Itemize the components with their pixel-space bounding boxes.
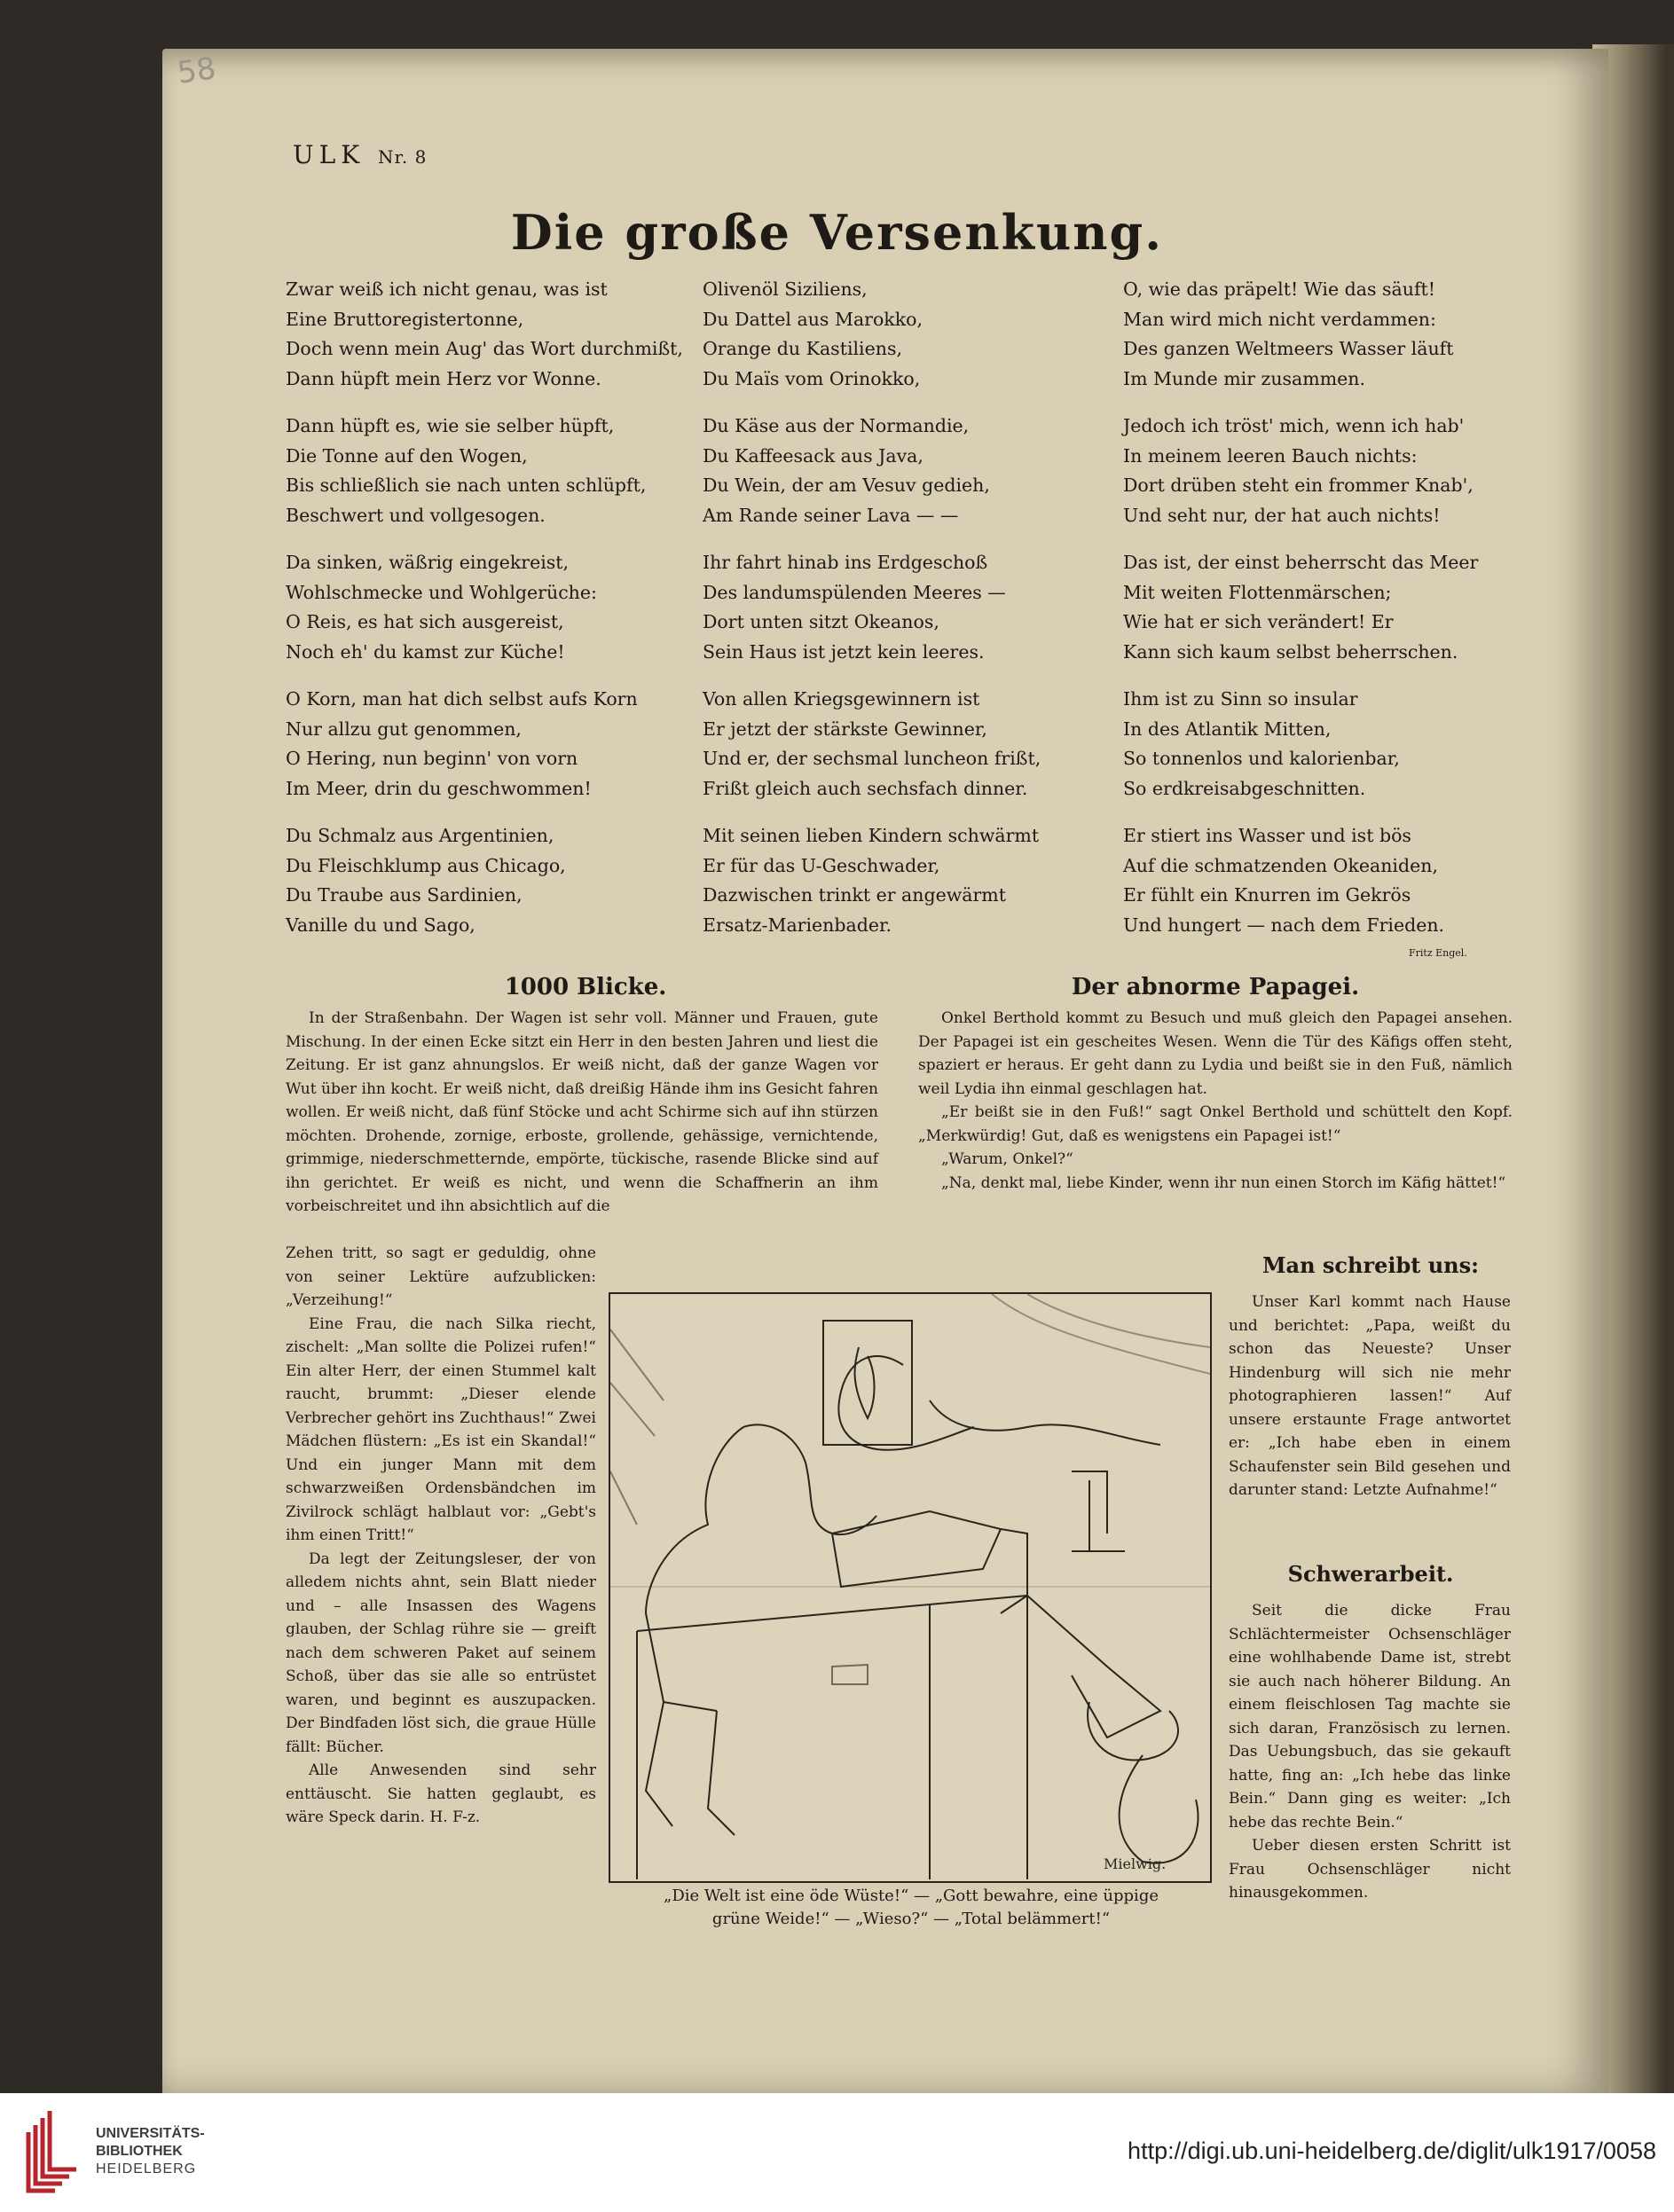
poem-stanza — [286, 275, 683, 394]
article-papagei-title: Der abnorme Papagei. — [1071, 974, 1360, 1000]
article-paragraph: „Warum, Onkel?“ — [941, 1150, 1073, 1168]
poem-line: Er stiert ins Wasser und ist bös — [1123, 825, 1411, 846]
document-url-link[interactable]: http://digi.ub.uni-heidelberg.de/diglit/ulk1917/0058 — [1128, 2137, 1656, 2164]
poem-author: Fritz Engel. — [1409, 947, 1467, 959]
article-papagei-body — [918, 1007, 1513, 1195]
poem-line: O, wie das präpelt! Wie das säuft! — [1123, 278, 1436, 300]
poem-line: Nur allzu gut genommen, — [286, 718, 522, 740]
poem-line: Von allen Kriegsgewinnern ist — [703, 688, 980, 710]
article-paragraph: Onkel Berthold kommt zu Besuch und muß gleich den Papagei ansehen. Der Papagei ist ein gescheites Wesen. Wenn die Tür des Käfigs offen steht, spaziert er heraus. Er geht dann zu Lydia und beißt sie in den Fuß, nämlich weil Lydia ihn einmal geschlagen hat. — [918, 1009, 1513, 1098]
illustration — [609, 1292, 1212, 1883]
poem-column-1 — [286, 275, 683, 958]
poem-line: Er fühlt ein Knurren im Gekrös — [1123, 884, 1411, 906]
poem-line: Dazwischen trinkt er angewärmt — [703, 884, 1006, 906]
poem-line: Du Maïs vom Orinokko, — [703, 367, 921, 389]
poem-line: Am Rande seiner Lava — — — [703, 504, 959, 526]
poem-line: Des landumspülenden Meeres — — [703, 581, 1006, 603]
poem-column-2 — [703, 275, 1041, 958]
caption-line-1: „Die Welt ist eine öde Wüste!“ — „Gott bewahre, eine üppige — [664, 1886, 1159, 1905]
masthead-issue: Nr. 8 — [378, 146, 428, 168]
poem-line: Wohlschmecke und Wohlgerüche: — [286, 581, 597, 603]
article-paragraph: Ueber diesen ersten Schritt ist Frau Ochsenschläger nicht hinausgekommen. — [1229, 1837, 1511, 1902]
poem-line: So tonnenlos und kalorienbar, — [1123, 748, 1400, 769]
poem-line: Auf die schmatzenden Okeaniden, — [1123, 854, 1438, 876]
poem-line: Noch eh' du kamst zur Küche! — [286, 640, 565, 663]
caption-line-2: grüne Weide!“ — „Wieso?“ — „Total belämmert!“ — [711, 1910, 1111, 1928]
article-paragraph: Unser Karl kommt nach Hause und berichtet: „Papa, weißt du schon das Neueste? Unser Hindenburg will sich nie mehr photographieren lassen!“ Auf unsere erstaunte Frage antwortet er: „Ich habe eben in einem Schaufenster sein Bild gesehen und darunter stand: Letzte Aufnahme!“ — [1229, 1293, 1511, 1499]
article-paragraph: Seit die dicke Frau Schlächtermeister Ochsenschläger eine wohlhabende Dame ist, strebt sie auch nach höherer Bildung. An einem fleischlosen Tag machte sie sich daran, Französisch zu lernen. Das Uebungsbuch, das sie gekauft hatte, fing an: „Ich hebe das linke Bein.“ Dann ging es weiter: „Ich hebe das rechte Bein.“ — [1229, 1602, 1511, 1832]
masthead — [293, 140, 427, 169]
poem-line: Sein Haus ist jetzt kein leeres. — [703, 640, 985, 663]
poem-stanza — [1123, 821, 1478, 940]
poem-line: Dann hüpft mein Herz vor Wonne. — [286, 367, 601, 389]
poem-line: Des ganzen Weltmeers Wasser läuft — [1123, 338, 1454, 359]
article-blicke-title: 1000 Blicke. — [504, 974, 667, 1000]
article-man-schreibt-title: Man schreibt uns: — [1261, 1252, 1480, 1278]
poem-line: Beschwert und vollgesogen. — [286, 504, 546, 526]
article-paragraph: Eine Frau, die nach Silka riecht, zischelt: „Man sollte die Polizei rufen!“ Ein alter Herr, der einen Stummel kalt raucht, brummt: „Dieser elende Verbrecher gehört ins Zuchthaus!“ Zwei Mädchen flüstern: „Es ist ein Skandal!“ Und ein junger Mann mit dem schwarzweißen Ordensbändchen im Zivilrock schlägt halblaut vor: „Gebt's ihm einen Tritt!“ — [286, 1314, 596, 1544]
poem-line: Mit seinen lieben Kindern schwärmt — [703, 825, 1040, 846]
poem-stanza — [703, 685, 1041, 804]
article-paragraph: Zehen tritt, so sagt er geduldig, ohne von seiner Lektüre aufzublicken: „Verzeihung!“ — [286, 1244, 596, 1309]
poem-stanza — [1123, 685, 1478, 804]
poem-line: O Reis, es hat sich ausgereist, — [286, 611, 564, 632]
poem-line: Jedoch ich tröst' mich, wenn ich hab' — [1123, 415, 1465, 436]
poem-line: Du Kaffeesack aus Java, — [703, 444, 923, 467]
article-paragraph: Alle Anwesenden sind sehr enttäuscht. Sie hatten geglaubt, es wäre Speck darin. H. F-z. — [286, 1761, 596, 1826]
poem-line: Mit weiten Flottenmärschen; — [1123, 581, 1392, 603]
poem-line: Doch wenn mein Aug' das Wort durchmißt, — [286, 338, 683, 359]
poem-line: Wie hat er sich verändert! Er — [1123, 611, 1394, 632]
poem-column-3 — [1123, 275, 1478, 958]
poem-stanza — [703, 821, 1041, 940]
poem-stanza — [703, 412, 1041, 530]
poem-line: Im Meer, drin du geschwommen! — [286, 777, 592, 799]
article-paragraph: In der Straßenbahn. Der Wagen ist sehr voll. Männer und Frauen, gute Mischung. In der einen Ecke sitzt ein Herr in den besten Jahren und liest die Zeitung. Er ist ganz ahnungslos. Er weiß nicht, daß der ganze Wagen vor Wut über ihn kocht. Er weiß nicht, daß dreißig Hände ihm ins Gesicht fahren wollen. Er weiß nicht, daß fünf Stöcke und acht Schirme sich auf ihn stürzen möchten. Drohende, zornige, erboste, grollende, gehässige, vernichtende, grimmige, niederschmetternde, empörte, tückische, rasende Blicke sind auf ihn gerichtet. Er weiß es nicht, und wenn die Schaffnerin an ihm vorbeischreitet und ihn absichtlich auf die — [286, 1009, 878, 1215]
poem-line: Bis schließlich sie nach unten schlüpft, — [286, 475, 647, 496]
illustration-signature: Mielwig. — [1104, 1855, 1167, 1872]
poem-stanza — [286, 412, 683, 530]
poem-line: Vanille du und Sago, — [286, 914, 475, 936]
poem-line: Zwar weiß ich nicht genau, was ist — [286, 278, 608, 300]
article-blicke-body — [286, 1007, 878, 1219]
poem-line: In des Atlantik Mitten, — [1123, 718, 1332, 740]
article-paragraph: „Na, denkt mal, liebe Kinder, wenn ihr nun einen Storch im Käfig hättet!“ — [941, 1173, 1506, 1192]
poem-line: Und hungert — nach dem Frieden. — [1123, 914, 1445, 936]
poem-line: Du Schmalz aus Argentinien, — [286, 825, 554, 846]
library-footer — [0, 2093, 1674, 2212]
poem-stanza — [286, 548, 683, 667]
library-name-line-3: HEIDELBERG — [96, 2161, 197, 2177]
poem-line: Er für das U-Geschwader, — [703, 854, 940, 876]
poem-line: Eine Bruttoregistertonne, — [286, 308, 524, 330]
poem-line: Orange du Kastiliens, — [703, 338, 902, 359]
library-name[interactable] — [96, 2125, 205, 2178]
poem-line: Die Tonne auf den Wogen, — [286, 444, 528, 467]
illustration-caption — [596, 1885, 1226, 1931]
poem-stanza — [286, 821, 683, 940]
poem-title: Die große Versenkung. — [510, 204, 1164, 261]
poem-stanza — [286, 685, 683, 804]
poem-stanza — [1123, 548, 1478, 667]
university-library-logo-icon[interactable] — [20, 2106, 85, 2200]
article-schwerarbeit-title: Schwerarbeit. — [1287, 1561, 1454, 1587]
poem-stanza — [1123, 412, 1478, 530]
poem-stanza — [1123, 275, 1478, 394]
poem-line: Ihm ist zu Sinn so insular — [1123, 688, 1358, 710]
article-paragraph: „Er beißt sie in den Fuß!“ sagt Onkel Berthold und schüttelt den Kopf. „Merkwürdig! Gut, daß es wenigstens ein Papagei ist!“ — [918, 1103, 1513, 1145]
poem-line: So erdkreisabgeschnitten. — [1123, 777, 1366, 799]
poem-line: Ihr fahrt hinab ins Erdgeschoß — [703, 552, 988, 573]
library-name-line-2: BIBLIOTHEK — [96, 2144, 183, 2159]
masthead-title: ULK — [293, 140, 365, 169]
poem-line: Da sinken, wäßrig eingekreist, — [286, 552, 570, 573]
poem-line: In meinem leeren Bauch nichts: — [1123, 444, 1418, 467]
article-blicke-body-continued — [286, 1242, 596, 1830]
sketch-drawing — [610, 1294, 1210, 1881]
poem-line: Ersatz-Marienbader. — [703, 914, 892, 936]
poem-line: Frißt gleich auch sechsfach dinner. — [703, 777, 1028, 799]
poem-line: Du Fleischklump aus Chicago, — [286, 854, 566, 876]
article-man-schreibt-body — [1229, 1290, 1511, 1502]
poem-line: Er jetzt der stärkste Gewinner, — [703, 718, 987, 740]
poem-line: Kann sich kaum selbst beherrschen. — [1123, 640, 1458, 663]
poem-line: O Hering, nun beginn' von vorn — [286, 748, 578, 769]
poem-line: Dort unten sitzt Okeanos, — [703, 611, 939, 632]
poem-line: Du Wein, der am Vesuv gedieh, — [703, 475, 990, 496]
poem-line: Das ist, der einst beherrscht das Meer — [1123, 552, 1479, 573]
poem-line: Im Munde mir zusammen. — [1123, 367, 1366, 389]
poem-line: Dann hüpft es, wie sie selber hüpft, — [286, 415, 615, 436]
library-name-line-1: UNIVERSITÄTS- — [96, 2126, 205, 2141]
article-paragraph: Da legt der Zeitungsleser, der von alledem nichts ahnt, sein Blatt nieder und – alle Insassen des Wagens glauben, der Schlag rühre sie — greift nach dem schweren Paket auf seinem Schoß, über das sie alle so entrüstet waren, und beginnt es auszupacken. Der Bindfaden löst sich, die graue Hülle fällt: Bücher. — [286, 1549, 596, 1756]
poem-stanza — [703, 548, 1041, 667]
poem-line: Olivenöl Siziliens, — [703, 278, 868, 300]
poem-line: Dort drüben steht ein frommer Knab', — [1123, 475, 1474, 496]
pencil-page-number: 58 — [175, 51, 218, 91]
poem-line: Du Dattel aus Marokko, — [703, 308, 923, 330]
poem-line: Man wird mich nicht verdammen: — [1123, 308, 1436, 330]
poem-line: Und er, der sechsmal luncheon frißt, — [703, 748, 1041, 769]
article-schwerarbeit-body — [1229, 1599, 1511, 1905]
poem-line: Du Traube aus Sardinien, — [286, 884, 523, 906]
poem-stanza — [703, 275, 1041, 394]
poem-line: O Korn, man hat dich selbst aufs Korn — [286, 688, 638, 710]
poem-line: Du Käse aus der Normandie, — [703, 415, 970, 436]
poem-line: Und seht nur, der hat auch nichts! — [1123, 504, 1441, 526]
